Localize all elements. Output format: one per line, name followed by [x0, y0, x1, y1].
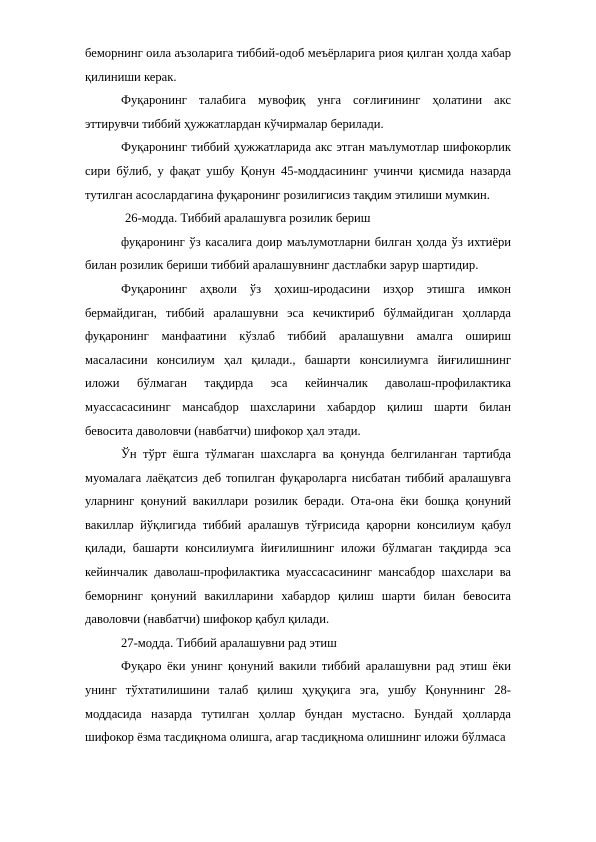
paragraph-medical-extracts: Фуқаронинг талабига мувофиқ унга соғлиғининг ҳолатини акс эттирувчи тиббий ҳужжатлардан кўчирмалар берилади. [85, 93, 511, 131]
document-page [85, 42, 511, 750]
paragraph-minors-consent: Ўн тўрт ёшга тўлмаган шахсларга ва қонунда белгиланган тартибда муомалага лаёқатсиз деб топилган фуқароларга нисбатан тиббий аралашувга уларнинг қонуний вакиллари розилик беради. Ота-она ёки бошқа қонуний вакиллар йўқлигида тиббий аралашув тўғрисида қарорни консилиум қабул қилади, башарти консилиумга йиғилишнинг иложи бўлмаган тақдирда эса кейинчалик даволаш-профилактика муассасасининг мансабдор шахслари ва беморнинг қонуний вакилларини хабардор қилиш шарти билан бевосита даволовчи (навбатчи) шифокор қабул қилади. [85, 447, 511, 627]
paragraph-refusal: Фуқаро ёки унинг қонуний вакили тиббий аралашувни рад этиш ёки унинг тўхтатилишини талаб қилиш ҳуқуқига эга, ушбу Қонуннинг 28-моддасида назарда тутилган ҳоллар бундан мустасно. Бундай ҳолларда шифокор ёзма тасдиқнома олишга, агар тасдиқнома олишнинг иложи бўлмаса [85, 659, 511, 745]
paragraph-continuation: беморнинг оила аъзоларига тиббий-одоб меъёрларига риоя қилган ҳолда хабар қилиниши керак. [85, 46, 511, 84]
article-27-heading: 27-модда. Тиббий аралашувни рад этиш [121, 635, 337, 650]
article-26-heading: 26-модда. Тиббий аралашувга розилик бериш [125, 211, 371, 226]
paragraph-urgent-intervention: Фуқаронинг аҳволи ўз ҳохиш-иродасини изҳор этишга имкон бермайдиган, тиббий аралашувни эса кечиктириб бўлмайдиган ҳолларда фуқаронинг манфаатини кўзлаб тиббий аралашувни амалга ошириш масаласини консилиум ҳал қилади., башарти консилиумга йиғилишнинг иложи бўлмаган тақдирда эса кейинчалик даволаш-профилактика муассасасининг мансабдор шахсларини хабардор қилиш шарти билан бевосита даволовчи (навбатчи) шифокор ҳал этади. [85, 281, 511, 438]
paragraph-medical-secrecy: Фуқаронинг тиббий ҳужжатларида акс этган маълумотлар шифокорлик сири бўлиб, у фақат ушбу Қонун 45-моддасининг учинчи қисмида назарда тутилган асослардагина фуқаронинг розилигисиз тақдим этилиши мумкин. [85, 140, 511, 202]
paragraph-informed-consent: фуқаронинг ўз касалига доир маълумотларни билган ҳолда ўз ихтиёри билан розилик бериши тиббий аралашувнинг дастлабки зарур шартидир. [85, 234, 511, 273]
